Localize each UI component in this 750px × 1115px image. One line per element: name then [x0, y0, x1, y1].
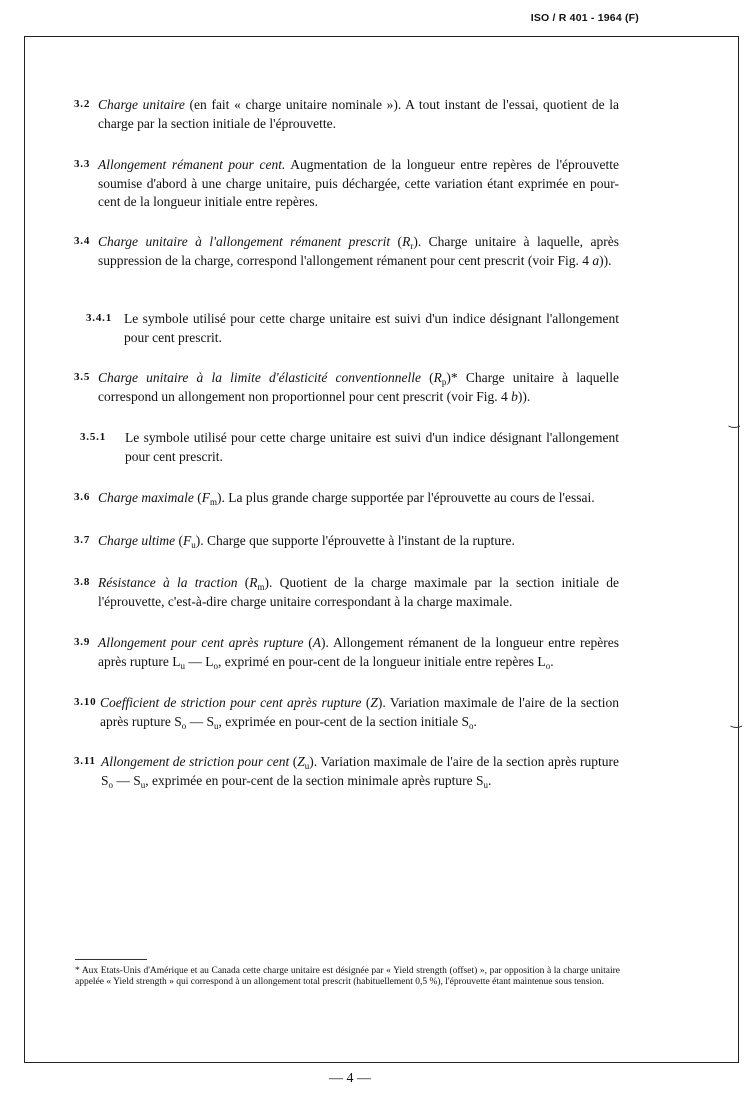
- clause-number: 3.7: [74, 534, 91, 546]
- clause-symbol-subscript: r: [410, 241, 414, 251]
- clause-term: Coefficient de striction pour cent après rupture: [100, 695, 362, 710]
- clause-symbol-subscript: m: [209, 497, 217, 507]
- clause-body: .: [488, 772, 492, 788]
- subscript: o: [213, 660, 218, 671]
- clause-body: . Variation maximale de l'aire de la section après rupture S: [100, 695, 620, 729]
- clause-body: (en fait « charge unitaire nominale »). A tout instant de l'essai, quotient de la charge par la section initiale de l'éprouvette.: [98, 97, 619, 131]
- clause-body: . Allongement rémanent de la longueur entre repères après rupture L: [98, 635, 620, 669]
- footnote: * Aux Etats-Unis d'Amérique et au Canada cette charge unitaire est désignée par « Yield strength (offset) », par opposition à la charge unitaire appelée « Yield strength » qui correspond à un allongement total prescrit (habituellement 0,5 %), l'éprouvette étant maintenue sous tension.: [75, 966, 620, 987]
- clause-number: 3.4: [74, 235, 91, 247]
- clause-body: — S: [113, 772, 141, 788]
- clause-symbol: R: [249, 575, 258, 590]
- clause-symbol: Z: [297, 754, 305, 769]
- clause-symbol: R: [433, 370, 442, 385]
- clause-number: 3.11: [74, 755, 96, 767]
- margin-mark: ‿: [731, 713, 742, 728]
- clause-symbol-subscript: u: [191, 540, 196, 550]
- clause-term: Charge ultime: [98, 533, 176, 548]
- clause-number: 3.6: [74, 491, 91, 503]
- clause-text: [124, 310, 619, 347]
- clause-text: Allongement pour cent après rupture (A). Allongement rémanent de la longueur entre repères après rupture $L_u$ — $L_o$, exprimé en pour-cent de la longueur initiale entre repères $L_o$.: [98, 635, 620, 671]
- clause-number: 3.2: [74, 98, 91, 110]
- clause-number: 3.3: [74, 158, 91, 170]
- clause-text: Charge unitaire à la limite d'élasticité conventionnelle $(R_p)*$ Charge unitaire à laquelle correspond un allongement non proportionnel pour cent prescrit (voir Fig. 4 b)).: [98, 370, 619, 404]
- margin-mark: ‿: [729, 413, 740, 428]
- clause-body: * Charge unitaire à laquelle correspond un allongement non proportionnel pour cent prescrit (voir Fig. 4: [98, 370, 619, 404]
- clause-symbol: F: [183, 533, 192, 548]
- clause-term: Charge unitaire à la limite d'élasticité conventionnelle: [98, 370, 422, 385]
- clause-symbol: R: [402, 234, 411, 249]
- document-reference: ISO / R 401 - 1964 (F): [530, 12, 639, 24]
- subscript: o: [545, 660, 551, 671]
- clause-term: Allongement de striction pour cent: [101, 754, 290, 769]
- clause-body: , exprimé en pour-cent de la longueur initiale entre repères L: [217, 653, 546, 669]
- clause-symbol-subscript: p: [441, 377, 447, 387]
- clause-symbol-subscript: m: [257, 582, 265, 592]
- subscript: o: [181, 720, 187, 731]
- subscript: u: [483, 779, 489, 790]
- clause-number: 3.9: [74, 636, 91, 648]
- clause-symbol: A: [312, 635, 322, 650]
- clause-text: [98, 96, 619, 133]
- clause-term: Charge unitaire à l'allongement rémanent prescrit: [98, 234, 391, 249]
- clause-body: . Variation maximale de l'aire de la section après rupture S: [101, 754, 619, 788]
- clause-text: [125, 429, 619, 466]
- clause-text: Coefficient de striction pour cent après rupture (Z). Variation maximale de l'aire de la section après rupture $S_o$ — $S_u$, exprimée en pour-cent de la section initiale $S_o$.: [100, 695, 620, 731]
- figure-ref: a: [592, 252, 600, 268]
- clause-body: . La plus grande charge supportée par l'éprouvette au cours de l'essai.: [221, 490, 595, 505]
- clause-number: 3.8: [74, 576, 91, 588]
- clause-text: Charge maximale $(F_m)$. La plus grande charge supportée par l'éprouvette au cours de l'essai.: [98, 490, 595, 507]
- clause-term: Allongement rémanent pour cent.: [98, 157, 286, 172]
- subscript: u: [214, 720, 219, 731]
- clause-number: 3.4.1: [86, 312, 112, 324]
- clause-body: .: [473, 713, 477, 729]
- clause-body: . Charge unitaire à laquelle, après suppression de la charge, correspond l'allongement rémanent pour cent prescrit (voir Fig. 4: [98, 234, 619, 268]
- clause-symbol: Z: [370, 695, 378, 710]
- clause-number: 3.5: [74, 371, 91, 383]
- clause-term: Charge maximale: [98, 490, 194, 505]
- clause-body: — S: [186, 713, 214, 729]
- clause-text: Charge unitaire à l'allongement rémanent prescrit $(R_r)$. Charge unitaire à laquelle, après suppression de la charge, correspond l'allongement rémanent pour cent prescrit (voir Fig. 4 a)).: [98, 234, 619, 268]
- clause-term: Charge unitaire: [98, 97, 185, 112]
- clause-term: Résistance à la traction: [98, 575, 238, 590]
- clause-body: . Quotient de la charge maximale par la section initiale de l'éprouvette, c'est-à-dire charge unitaire correspondant à la charge maximale.: [98, 575, 619, 609]
- subscript: u: [140, 779, 146, 790]
- clause-body-end: )).: [517, 388, 531, 404]
- subscript: o: [469, 720, 474, 731]
- clause-body-end: )).: [599, 252, 612, 268]
- clause-number: 3.10: [74, 696, 97, 708]
- subscript: u: [180, 660, 185, 671]
- page-number: — 4 —: [329, 1071, 371, 1086]
- clause-text: Charge ultime $(F_u)$. Charge que supporte l'éprouvette à l'instant de la rupture.: [98, 533, 515, 550]
- clause-body: .: [550, 653, 554, 669]
- clause-symbol: F: [201, 490, 210, 505]
- clause-body: . Charge que supporte l'éprouvette à l'instant de la rupture.: [200, 533, 515, 548]
- clause-body: Augmentation de la longueur entre repères de l'éprouvette soumise d'abord à une charge unitaire, puis déchargée, cette variation étant exprimée en pour-cent de la longueur initiale entre repères.: [98, 157, 619, 209]
- clause-text: [98, 156, 619, 212]
- subscript: o: [108, 779, 114, 790]
- footnote-rule: [75, 959, 147, 960]
- clause-text: Résistance à la traction $(R_m)$. Quotient de la charge maximale par la section initiale de l'éprouvette, c'est-à-dire charge unitaire correspondant à la charge maximale.: [98, 575, 619, 609]
- clause-body: , exprimée en pour-cent de la section initiale S: [218, 713, 470, 729]
- clause-body: Le symbole utilisé pour cette charge unitaire est suivi d'un indice désignant l'allongement pour cent prescrit.: [125, 430, 619, 464]
- clause-body: — L: [184, 653, 214, 669]
- clause-symbol-subscript: u: [304, 761, 310, 771]
- clause-body: , exprimée en pour-cent de la section minimale après rupture S: [145, 772, 484, 788]
- figure-ref: b: [511, 388, 518, 404]
- clause-term: Allongement pour cent après rupture: [98, 635, 304, 650]
- clause-body: Le symbole utilisé pour cette charge unitaire est suivi d'un indice désignant l'allongement pour cent prescrit.: [124, 311, 619, 345]
- clause-text: Allongement de striction pour cent $(Z_u)$. Variation maximale de l'aire de la section après rupture $S_o$ — $S_u$, exprimée en pour-cent de la section minimale après rupture $S_u$.: [101, 754, 619, 790]
- clause-number: 3.5.1: [80, 431, 106, 443]
